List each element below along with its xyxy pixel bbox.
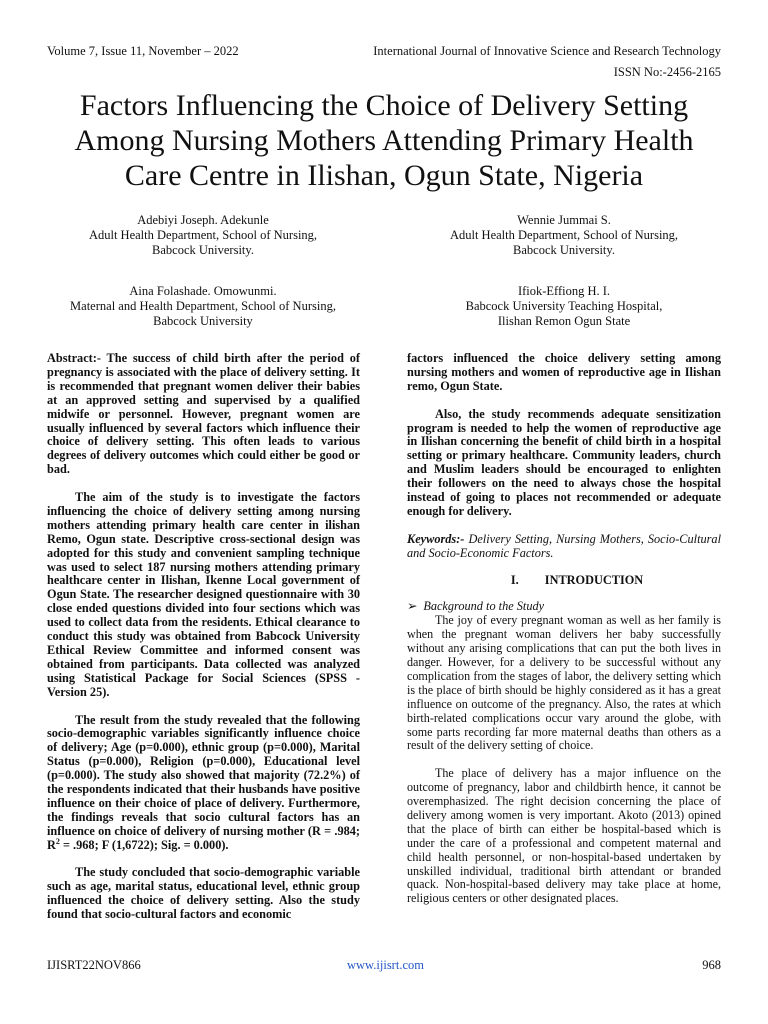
- r-squared-superscript: 2: [55, 836, 60, 846]
- arrow-bullet-icon: ➢: [407, 599, 418, 614]
- abstract-results-tail: = .968; F (1,6722); Sig. = 0.000).: [59, 837, 229, 852]
- abstract-results-text: The result from the study revealed that the following socio-demographic variables significantly influence choice of delivery; Age (p=0.000), ethnic group (p=0.000), Marital Status (p=0.000), Religion (p=0.000), Educational level (p=0.000). The study also showed that majority (72.2%) of the respondents indicated that their husbands have positive influence on their choice of place of delivery. Furthermore, the findings reveals that socio cultural factors has an influence on choice of delivery of nursing mother (R = .984; R: [47, 712, 360, 852]
- title-line: Care Centre in Ilishan, Ogun State, Nigeria: [124, 159, 644, 192]
- subsection-title: Background to the Study: [423, 599, 545, 614]
- intro-paragraph: The joy of every pregnant woman as well as her family is when the pregnant woman delivers her baby successfully without any arising complications that can put the both lives in danger. However, for a delivery to be successful without any complication from the stages of labor, the delivery setting which is the place of birth should be highly considered as it has a great influence on outcome of the pregnancy. Also, the rates at which birth-related complications occur vary around the globe, with some parts recording far more maternal deaths than others as a result of the delivery setting of choice.: [407, 613, 721, 753]
- right-column: [407, 352, 721, 920]
- author-block: [43, 284, 363, 329]
- author-institution: Babcock University.: [152, 243, 254, 257]
- author-affiliation: Babcock University Teaching Hospital,: [465, 299, 663, 313]
- intro-paragraph: The place of delivery has a major influence on the outcome of pregnancy, labor and childbirth hence, it cannot be overemphasized. The right decision concerning the place of delivery among women is very important. Akoto (2013) opined that the place of birth can either be hospital-based which is under the care of a professional and competent maternal and child health personnel, or non-hospital-based undertaken by unskilled individual, traditional birth attendant or branded quack. Non-hospital-based delivery may take place at home, religious centers or other designated places.: [407, 766, 721, 906]
- title-line: Among Nursing Mothers Attending Primary Health: [74, 124, 694, 157]
- author-institution: Babcock University.: [513, 243, 615, 257]
- abstract-paragraph: Also, the study recommends adequate sensitization program is needed to help the women of reproductive age in Ilishan concerning the benefit of child birth in a hospital setting or primary healthcare. Community leaders, church and Muslim leaders should be encouraged to enlighten their followers on the need to always chose the hospital instead of going to places not recommended or adequate enough for delivery.: [407, 406, 721, 518]
- keywords: [407, 533, 721, 561]
- journal-volume: Volume 7, Issue 11, November – 2022: [47, 44, 239, 58]
- page-number: 968: [702, 958, 721, 972]
- section-number: I.: [510, 573, 519, 588]
- abstract-paragraph: [47, 714, 360, 853]
- issn: ISSN No:-2456-2165: [613, 65, 721, 79]
- left-column: [47, 352, 360, 936]
- author-name: Ifiok-Effiong H. I.: [517, 284, 611, 298]
- author-affiliation: Adult Health Department, School of Nursing,: [449, 228, 679, 242]
- author-block: [404, 284, 724, 329]
- author-name: Wennie Jummai S.: [517, 213, 611, 227]
- journal-website-link[interactable]: www.ijisrt.com: [347, 958, 424, 972]
- subsection-heading: [407, 600, 721, 614]
- section-title: INTRODUCTION: [544, 573, 644, 588]
- author-name: Aina Folashade. Omowunmi.: [129, 284, 277, 298]
- author-block: [404, 213, 724, 258]
- abstract-paragraph: The study concluded that socio-demographic variable such as age, marital status, educational level, ethnic group influenced the choice of delivery setting. Also the study found that socio-cultural factors and economic: [47, 865, 360, 922]
- author-institution: Babcock University: [153, 314, 253, 328]
- author-block: [43, 213, 363, 258]
- keywords-text: Delivery Setting, Nursing Mothers, Socio-Cultural and Socio-Economic Factors.: [407, 531, 721, 560]
- abstract-paragraph: Abstract:- The success of child birth after the period of pregnancy is associated with the place of delivery setting. It is recommended that pregnant women deliver their babies at an approved setting and supervised by a qualified midwife or personnel. However, pregnant women are usually influenced by several factors which influence their choice of delivery setting. This often leads to various degrees of delivery outcomes which could either be good or bad.: [47, 351, 360, 477]
- author-affiliation: Adult Health Department, School of Nursing,: [88, 228, 318, 242]
- abstract-paragraph: The aim of the study is to investigate the factors influencing the choice of delivery setting among nursing mothers attending primary health care center in ilishan Remo, Ogun state. Descriptive cross-sectional design was adopted for this study and convenient sampling technique was used to select 187 nursing mothers attending primary healthcare center in Ilishan, Ikenne Local government of Ogun State. The researcher designed questionnaire with 30 close ended questions divided into four sections which was used to collect data from the residents. Ethical clearance to conduct this study was obtained from Babcock University Ethical Review Committee and informed consent was obtained from participants. Data collected was analyzed using Statistical Package for Social Sciences (SPSS - Version 25).: [47, 490, 360, 699]
- section-heading: [407, 574, 721, 588]
- author-affiliation: Maternal and Health Department, School of Nursing,: [70, 299, 336, 313]
- title-line: Factors Influencing the Choice of Delivery Setting: [79, 89, 689, 122]
- keywords-label: Keywords:-: [407, 531, 465, 546]
- paper-id: IJISRT22NOV866: [47, 958, 141, 972]
- journal-name: International Journal of Innovative Science and Research Technology: [373, 44, 721, 58]
- author-institution: Ilishan Remon Ogun State: [497, 314, 631, 328]
- paper-title: [40, 88, 728, 193]
- author-name: Adebiyi Joseph. Adekunle: [137, 213, 269, 227]
- abstract-paragraph: factors influenced the choice delivery setting among nursing mothers and women of reproductive age in Ilishan remo, Ogun State.: [407, 351, 721, 393]
